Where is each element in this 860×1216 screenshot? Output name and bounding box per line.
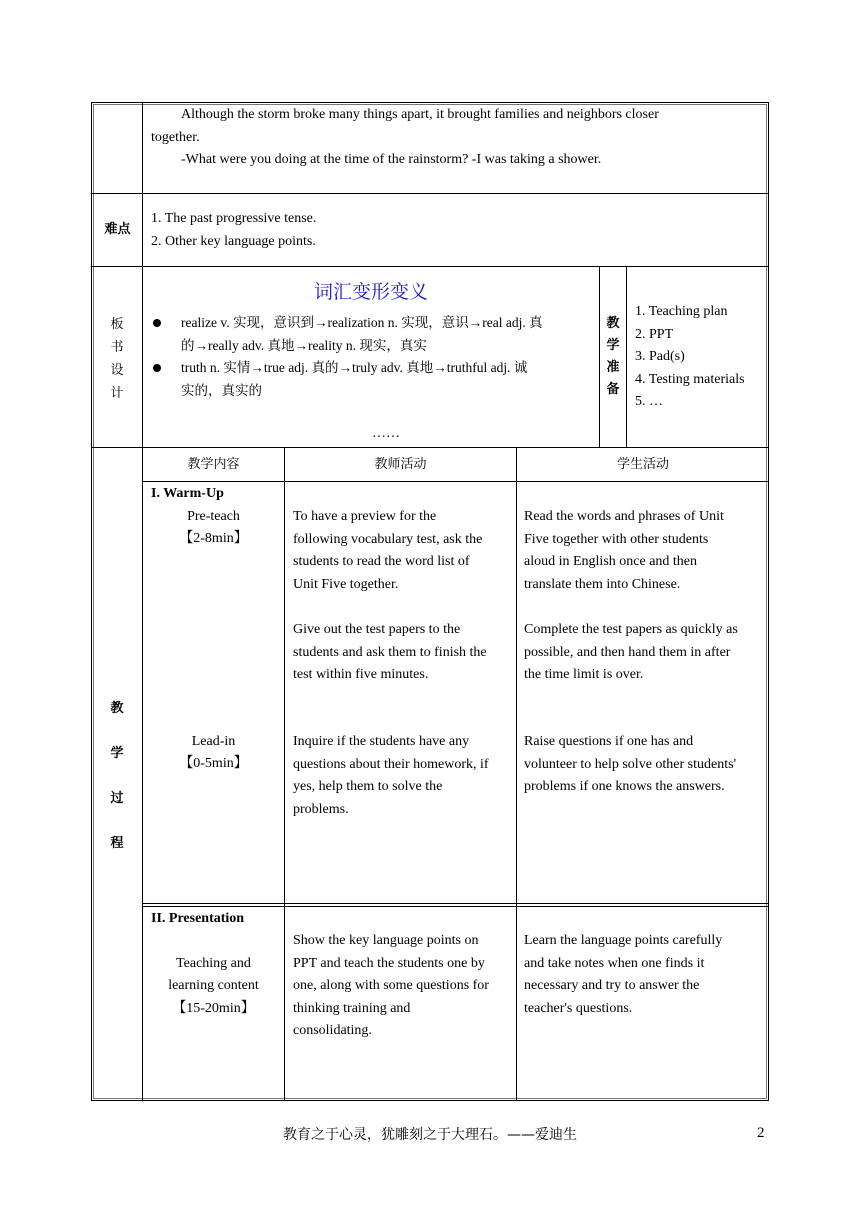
difficulty-label: 难点 [104, 222, 131, 237]
warmup-title: I. Warm-Up [151, 486, 224, 501]
board-title: 词汇变形变义 [313, 281, 428, 303]
teacher-activity-3: Inquire if the students have any questions about their homework, if yes, help them to solve the problems. [293, 734, 489, 817]
bullet-2 [153, 364, 161, 372]
header-student: 学生活动 [616, 457, 669, 472]
prep-item-5: 5. … [635, 394, 663, 409]
student-activity-2: Complete the test papers as quickly as possible, and then hand them in after the time limit is over. [524, 622, 738, 682]
prep-item-3: 3. Pad(s) [635, 349, 685, 364]
warmup-time-1: 【2-8min】 [179, 531, 248, 546]
footer-quote: 教育之于心灵，犹雕刻之于大理石。——爱迪生 [283, 1127, 577, 1143]
prep-item-4: 4. Testing materials [635, 372, 745, 387]
board-ellipsis: …… [372, 426, 400, 441]
header-teacher: 教师活动 [374, 457, 427, 472]
board-label: 板 书 设 计 [110, 317, 124, 401]
header-content: 教学内容 [187, 457, 240, 472]
student-activity-4: Learn the language points carefully and take notes when one finds it necessary and try to answer the teacher's questions. [524, 933, 723, 1016]
presentation-title: II. Presentation [151, 911, 245, 926]
student-activity-1: Read the words and phrases of Unit Five together with other students aloud in English once and then translate them into Chinese. [524, 509, 724, 592]
bullet-1 [153, 319, 161, 327]
page-number: 2 [757, 1125, 765, 1141]
presentation-sub-2: learning content [168, 978, 259, 993]
presentation-time: 【15-20min】 [172, 1001, 255, 1016]
presentation-sub-1: Teaching and [176, 956, 251, 971]
top-line-3: -What were you doing at the time of the rainstorm? -I was taking a shower. [181, 152, 602, 167]
warmup-pre-teach: Pre-teach [187, 509, 240, 524]
teacher-activity-4: Show the key language points on PPT and teach the students one by one, along with some questions for thinking training and consolidating. [293, 933, 489, 1038]
prep-item-2: 2. PPT [635, 327, 674, 342]
board-bullet-2-line-1: truth n. 实情→true adj. 真的→truly adv. 真地→truthful adj. 诚 [181, 360, 528, 375]
prep-item-1: 1. Teaching plan [635, 304, 728, 319]
teacher-activity-2: Give out the test papers to the students and ask them to finish the test within five minutes. [293, 622, 487, 682]
top-line-1: Although the storm broke many things apart, it brought families and neighbors closer [181, 107, 659, 122]
warmup-time-2: 【0-5min】 [179, 756, 248, 771]
difficulty-item-1: 1. The past progressive tense. [151, 211, 317, 226]
top-line-2: together. [151, 130, 200, 145]
board-bullet-1-line-1: realize v. 实现，意识到→realization n. 实现，意识→real adj. 真 [181, 315, 543, 330]
warmup-lead-in: Lead-in [191, 734, 236, 749]
student-activity-3: Raise questions if one has and volunteer to help solve other students' problems if one knows the answers. [524, 734, 737, 794]
process-label: 教 学 过 程 [110, 701, 124, 851]
board-bullet-1-line-2: 的→really adv. 真地→reality n. 现实，真实 [181, 338, 427, 353]
teacher-activity-1: To have a preview for the following vocabulary test, ask the students to read the word list of Unit Five together. [293, 509, 483, 592]
difficulty-item-2: 2. Other key language points. [151, 234, 316, 249]
board-bullet-2-line-2: 实的，真实的 [181, 383, 262, 398]
prep-label: 教 学 准 备 [606, 316, 620, 397]
